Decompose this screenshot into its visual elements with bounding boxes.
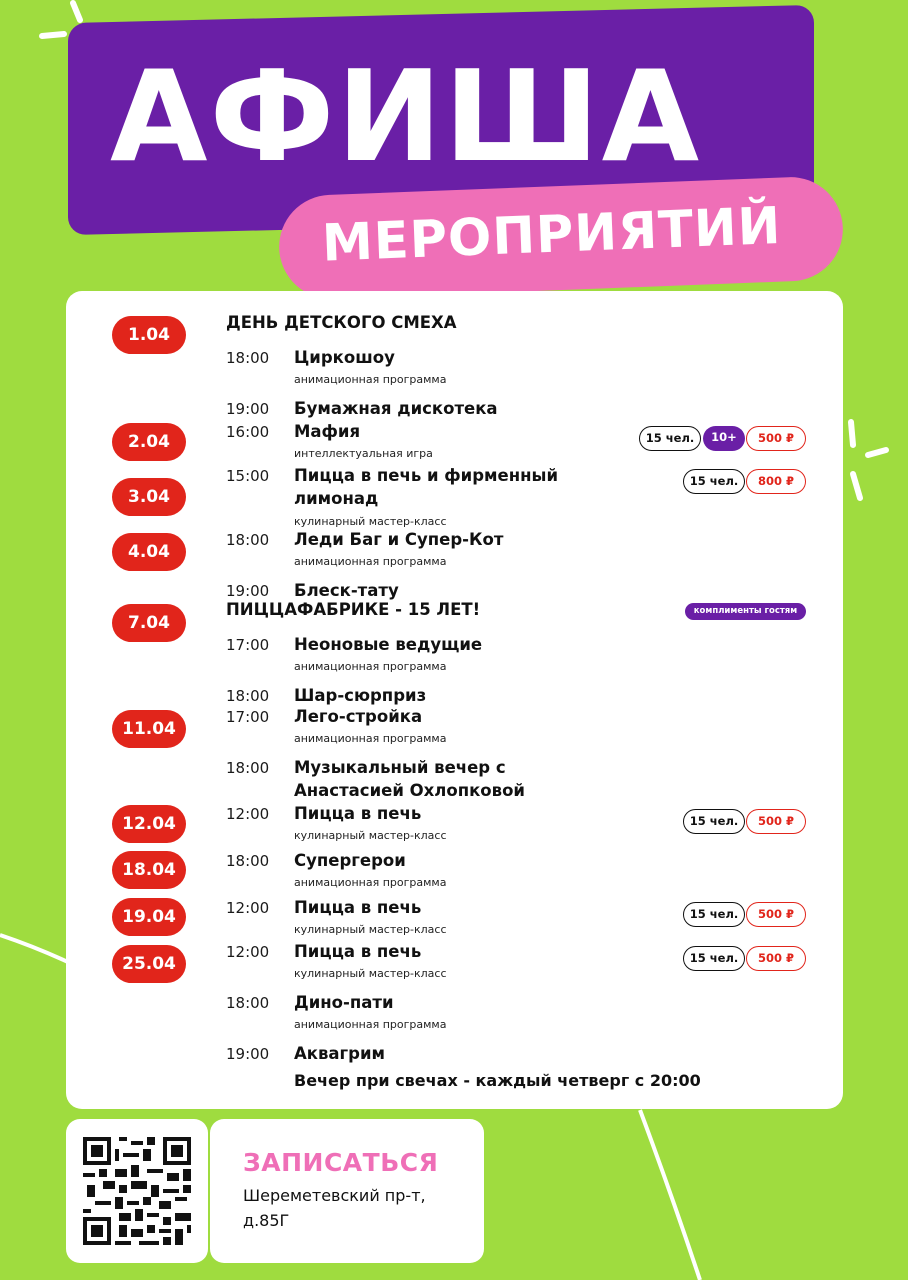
event-type: анимационная программа	[294, 373, 447, 386]
capacity-badge: 15 чел.	[683, 902, 745, 927]
event-title: Дино-пати	[294, 993, 394, 1012]
address-line: Шереметевский пр-т,	[243, 1186, 426, 1205]
date-badge: 3.04	[112, 478, 186, 516]
section-heading: ДЕНЬ ДЕТСКОГО СМЕХА	[226, 313, 457, 332]
event-time: 12:00	[226, 805, 270, 823]
price-badge: 500 ₽	[746, 902, 806, 927]
signup-link[interactable]: ЗАПИСАТЬСЯ	[243, 1148, 439, 1177]
section-heading: ПИЦЦАФАБРИКЕ - 15 ЛЕТ!	[226, 600, 481, 619]
event-time: 12:00	[226, 899, 270, 917]
capacity-badge: 15 чел.	[683, 946, 745, 971]
event-time: 17:00	[226, 708, 270, 726]
event-title: Аквагрим	[294, 1044, 386, 1063]
compliments-badge: комплименты гостям	[685, 603, 806, 620]
event-title: Неоновые ведущие	[294, 635, 483, 654]
event-time: 18:00	[226, 349, 270, 367]
event-type: анимационная программа	[294, 876, 447, 889]
date-badge: 11.04	[112, 710, 186, 748]
event-type: кулинарный мастер-класс	[294, 829, 447, 842]
event-title: Шар-сюрприз	[294, 686, 427, 705]
event-type: кулинарный мастер-класс	[294, 967, 447, 980]
capacity-badge: 15 чел.	[639, 426, 701, 451]
capacity-badge: 15 чел.	[683, 469, 745, 494]
address	[243, 1183, 426, 1233]
date-badge: 7.04	[112, 604, 186, 642]
date-badge: 25.04	[112, 945, 186, 983]
event-time: 18:00	[226, 994, 270, 1012]
event-time: 15:00	[226, 467, 270, 485]
event-type: анимационная программа	[294, 660, 447, 673]
event-time: 12:00	[226, 943, 270, 961]
date-badge: 19.04	[112, 898, 186, 936]
page-subtitle: МЕРОПРИЯТИЙ	[321, 196, 783, 274]
event-title: Пицца в печь	[294, 942, 422, 961]
event-title: Леди Баг и Супер-Кот	[294, 530, 504, 549]
event-time: 19:00	[226, 400, 270, 418]
date-badge: 18.04	[112, 851, 186, 889]
qr-card	[66, 1119, 208, 1263]
event-time: 19:00	[226, 582, 270, 600]
event-type: кулинарный мастер-класс	[294, 923, 447, 936]
age-badge: 10+	[703, 426, 745, 451]
event-title: Пицца в печь и фирменный	[294, 466, 558, 485]
price-badge: 500 ₽	[746, 809, 806, 834]
event-title: Циркошоу	[294, 348, 395, 367]
event-title-line2: Анастасией Охлопковой	[294, 781, 525, 800]
event-title: Музыкальный вечер с	[294, 758, 506, 777]
event-time: 18:00	[226, 852, 270, 870]
event-title-line2: лимонад	[294, 489, 379, 508]
event-time: 18:00	[226, 531, 270, 549]
event-title: Супергерои	[294, 851, 406, 870]
footer-note: Вечер при свечах - каждый четверг с 20:00	[294, 1071, 701, 1090]
event-type: интеллектуальная игра	[294, 447, 433, 460]
address-line: д.85Г	[243, 1211, 290, 1230]
date-badge: 12.04	[112, 805, 186, 843]
price-badge: 800 ₽	[746, 469, 806, 494]
event-title: Лего-стройка	[294, 707, 423, 726]
capacity-badge: 15 чел.	[683, 809, 745, 834]
qr-code-icon[interactable]	[83, 1137, 191, 1245]
date-badge: 2.04	[112, 423, 186, 461]
event-title: Пицца в печь	[294, 898, 422, 917]
price-badge: 500 ₽	[746, 426, 806, 451]
event-time: 17:00	[226, 636, 270, 654]
event-title: Пицца в печь	[294, 804, 422, 823]
page-title: АФИША	[110, 43, 702, 190]
date-badge: 1.04	[112, 316, 186, 354]
event-title: Бумажная дискотека	[294, 399, 498, 418]
event-title: Мафия	[294, 422, 361, 441]
event-time: 16:00	[226, 423, 270, 441]
event-type: кулинарный мастер-класс	[294, 515, 447, 528]
event-time: 19:00	[226, 1045, 270, 1063]
event-title: Блеск-тату	[294, 581, 399, 600]
event-type: анимационная программа	[294, 555, 447, 568]
event-time: 18:00	[226, 687, 270, 705]
price-badge: 500 ₽	[746, 946, 806, 971]
event-type: анимационная программа	[294, 1018, 447, 1031]
event-type: анимационная программа	[294, 732, 447, 745]
event-time: 18:00	[226, 759, 270, 777]
date-badge: 4.04	[112, 533, 186, 571]
